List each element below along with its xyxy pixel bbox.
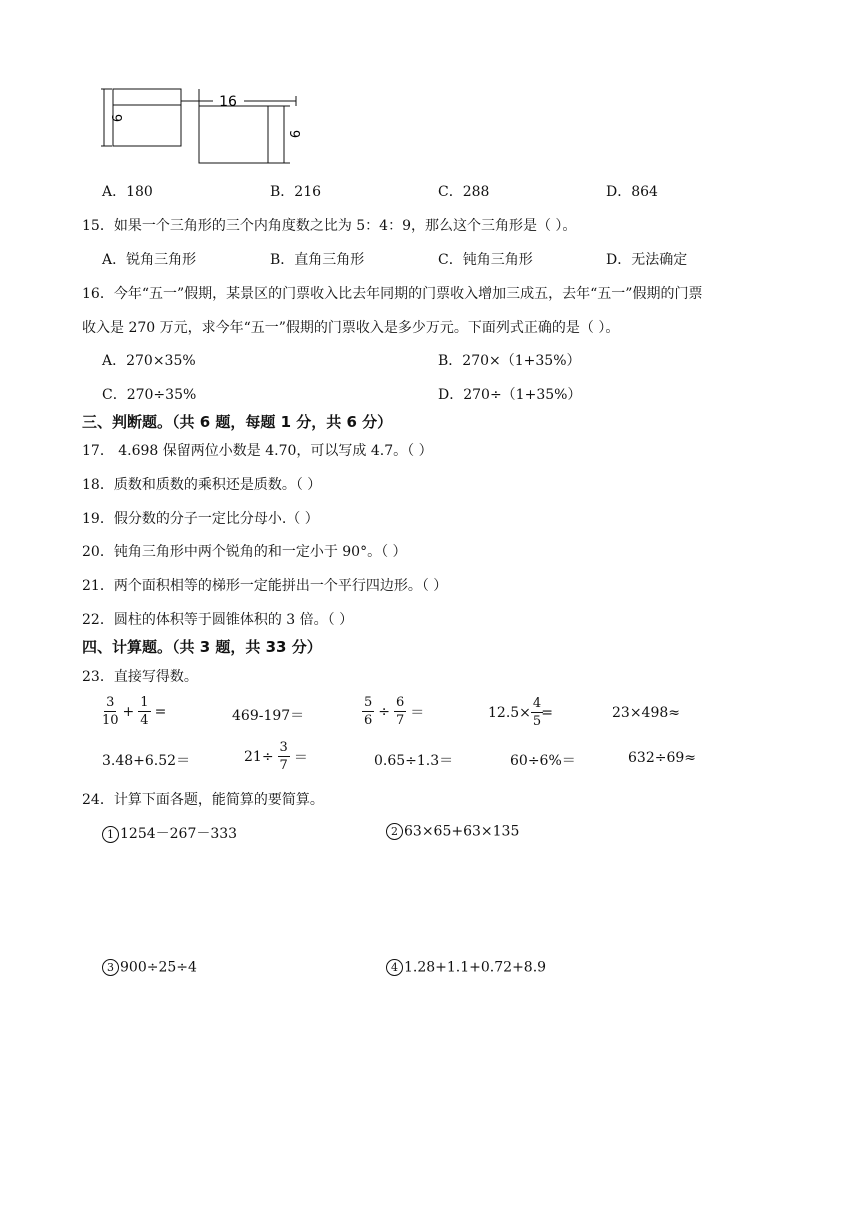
section4-title: 四、计算题。（共 3 题，共 33 分） (82, 638, 322, 656)
q16-stem-line2: 收入是 270 万元，求今年“五一”假期的门票收入是多少万元。下面列式正确的是（ ）。 (82, 320, 620, 336)
figure-label-16: 16 (219, 94, 237, 110)
q15-option-c: C．钝角三角形 (438, 252, 533, 268)
q14-option-d: D．864 (606, 184, 658, 200)
circled-number-3: 3 (102, 959, 119, 976)
q15-option-d: D．无法确定 (606, 252, 688, 268)
q23-expr-7: 21÷ $\frac{3}{7}$ ＝ (244, 740, 308, 773)
q20-item: 20．钝角三角形中两个锐角的和一定小于 90°。（ ） (82, 544, 407, 560)
q23-expr-9: 60÷6%＝ (510, 753, 576, 769)
q14-option-b: B．216 (270, 184, 322, 200)
q23-stem: 23．直接写得数。 (82, 669, 198, 685)
q16-stem-line1: 16．今年“五一”假期，某景区的门票收入比去年同期的门票收入增加三成五，去年“五一”假期的门票 (82, 286, 703, 302)
q22-item: 22．圆柱的体积等于圆锥体积的 3 倍。（ ） (82, 612, 354, 628)
figure-label-9-left: 9 (108, 113, 123, 123)
q16-option-d: D．270÷（1+35%） (438, 387, 582, 403)
circled-number-1: 1 (102, 826, 119, 843)
q24-stem: 24．计算下面各题，能简算的要简算。 (82, 792, 324, 808)
q16-option-a: A．270×35% (102, 353, 196, 369)
fraction: $\frac{1}{4}$ (140, 695, 149, 728)
q15-option-b: B．直角三角形 (270, 252, 365, 268)
section3-title: 三、判断题。（共 6 题，每题 1 分，共 6 分） (82, 413, 393, 431)
fraction: $\frac{3}{7}$ (279, 740, 288, 773)
figure-label-9-right: 9 (286, 129, 301, 139)
fraction: $\frac{4}{5}$ (532, 696, 542, 729)
q23-expr-5: 23×498≈ (612, 705, 680, 721)
q24-item-2: 2 63×65+63×135 (386, 823, 519, 840)
q16-option-b: B．270×（1+35%） (438, 353, 581, 369)
q24-item-1: 1 1254－267－333 (102, 823, 237, 843)
q23-expr-2: 469-197＝ (232, 708, 305, 724)
q14-figure (98, 84, 304, 170)
figure-right-rect (199, 106, 268, 163)
q16-option-c: C．270÷35% (102, 387, 197, 403)
circled-number-2: 2 (386, 823, 403, 840)
q18-item: 18．质数和质数的乘积还是质数。（ ） (82, 477, 322, 493)
circled-number-4: 4 (386, 959, 403, 976)
q24-item-4: 4 1.28+1.1+0.72+8.9 (386, 959, 546, 976)
q24-item-3: 3 900÷25÷4 (102, 959, 197, 976)
q21-item: 21．两个面积相等的梯形一定能拼出一个平行四边形。（ ） (82, 578, 448, 594)
q14-option-c: C．288 (438, 184, 490, 200)
q23-expr-10: 632÷69≈ (628, 750, 696, 766)
q23-expr-4: 12.5× $\frac{4}{5}$ = (488, 696, 553, 729)
q23-expr-1: $\frac{3}{10}$ + $\frac{1}{4}$ = (102, 695, 167, 728)
q23-expr-8: 0.65÷1.3＝ (374, 753, 454, 769)
fraction: $\frac{5}{6}$ (364, 695, 373, 728)
fraction: $\frac{6}{7}$ (396, 695, 405, 728)
q17-item: 17． 4.698 保留两位小数是 4.70，可以写成 4.7。（ ） (82, 443, 433, 459)
q23-expr-6: 3.48+6.52＝ (102, 753, 191, 769)
fraction: $\frac{3}{10}$ (102, 695, 119, 728)
q14-option-a: A．180 (102, 184, 153, 200)
q19-item: 19．假分数的分子一定比分母小.（ ） (82, 511, 319, 527)
q15-option-a: A．锐角三角形 (102, 252, 197, 268)
q23-expr-3: $\frac{5}{6}$ ÷ $\frac{6}{7}$ ＝ (364, 695, 425, 728)
q15-stem: 15．如果一个三角形的三个内角度数之比为 5：4：9，那么这个三角形是（ ）。 (82, 218, 577, 234)
